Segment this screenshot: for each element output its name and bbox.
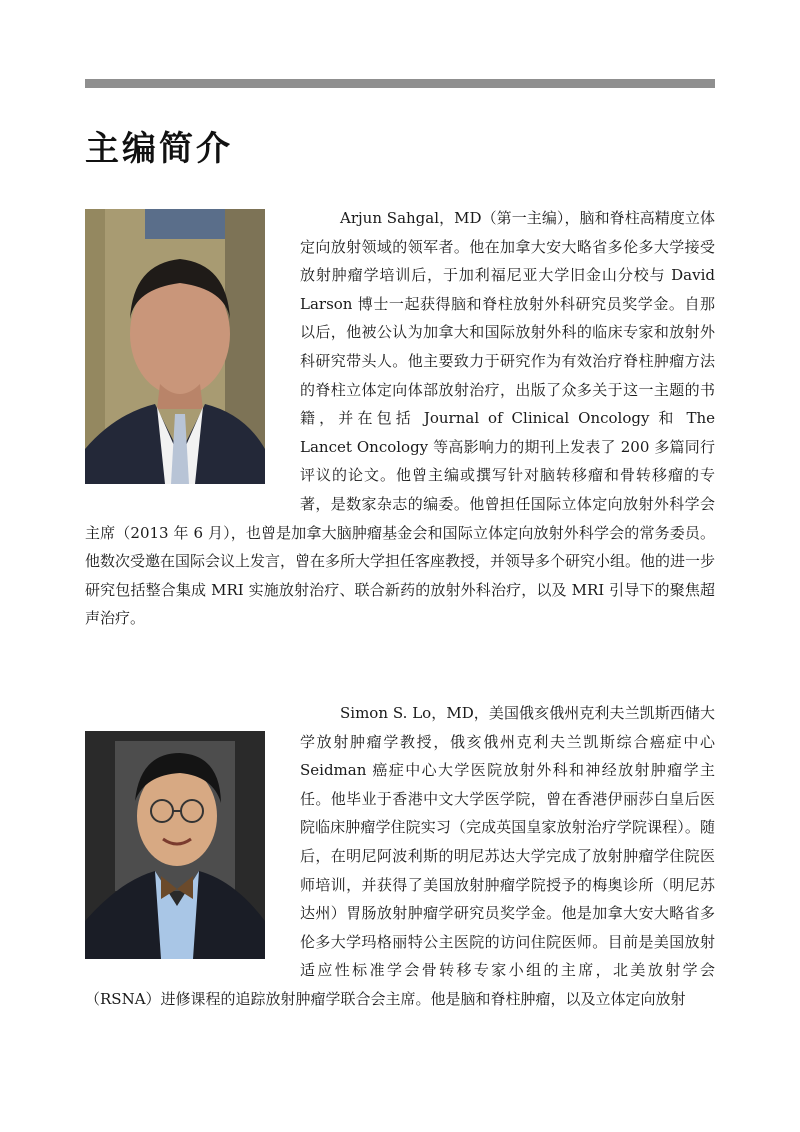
page-title: 主编简介: [85, 129, 233, 169]
editor-bio-sahgal: [85, 204, 715, 633]
portrait-photo-lo: [85, 731, 265, 959]
editor-bio-lo: [85, 699, 715, 1014]
top-rule: [85, 79, 715, 88]
bio-text-sahgal: Arjun Sahgal，MD（第一主编），脑和脊柱高精度立体定向放射领域的领军者。他在加拿大安大略省多伦多大学接受放射肿瘤学培训后，于加利福尼亚大学旧金山分校与 David Larson 博士一起获得脑和脊柱放射外科研究员奖学金。自那以后，他被公认为加拿大和国际放射外科的临床专家和放射外科研究带头人。他主要致力于研究作为有效治疗脊柱肿瘤方法的脊柱立体定向体部放射治疗，出版了众多关于这一主题的书籍，并在包括 Journal of Clinical Oncology 和 The Lancet Oncology 等高影响力的期刊上发表了 200 多篇同行评议的论文。他曾主编或撰写针对脑转移瘤和骨转移瘤的专著，是数家杂志的编委。他曾担任国际立体定向放射外科学会主席（2013 年 6 月），也曾是加拿大脑肿瘤基金会和国际立体定向放射外科学会的常务委员。他数次受邀在国际会议上发言，曾在多所大学担任客座教授，并领导多个研究小组。他的进一步研究包括整合集成 MRI 实施放射治疗、联合新药的放射外科治疗，以及 MRI 引导下的聚焦超声治疗。: [85, 209, 716, 628]
portrait-photo-sahgal: [85, 209, 265, 484]
bio-text-lo: Simon S. Lo，MD，美国俄亥俄州克利夫兰凯斯西储大学放射肿瘤学教授，俄亥俄州克利夫兰凯斯综合癌症中心 Seidman 癌症中心大学医院放射外科和神经放射肿瘤学主任。他毕业于香港中文大学医学院，曾在香港伊丽莎白皇后医院临床肿瘤学住院实习（完成英国皇家放射治疗学院课程）。随后，在明尼阿波利斯的明尼苏达大学完成了放射肿瘤学住院医师培训，并获得了美国放射肿瘤学院授予的梅奥诊所（明尼苏达州）胃肠放射肿瘤学研究员奖学金。他是加拿大安大略省多伦多大学玛格丽特公主医院的访问住院医师。目前是美国放射适应性标准学会骨转移专家小组的主席，北美放射学会（RSNA）进修课程的追踪放射肿瘤学联合会主席。他是脑和脊柱肿瘤，以及立体定向放射: [85, 704, 715, 1008]
